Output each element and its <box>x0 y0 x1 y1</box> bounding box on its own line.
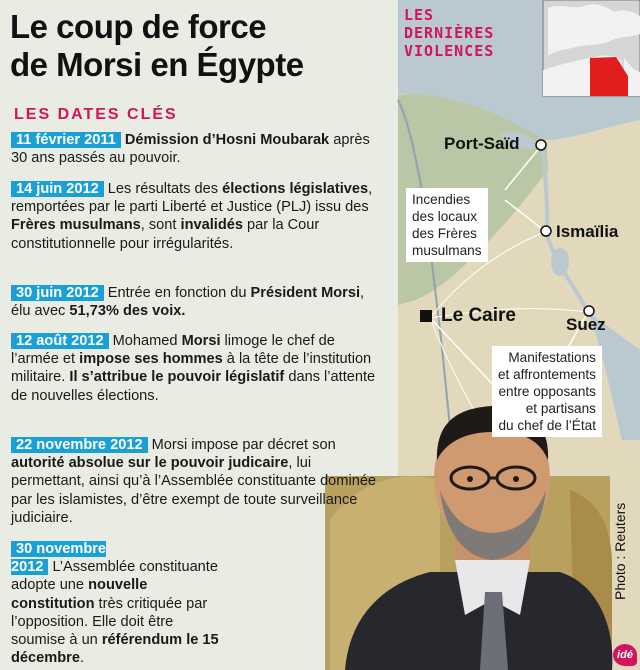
timeline-entry <box>11 180 383 253</box>
entry-text: , remportées par le parti Liberté et Justice (PLJ) issu des <box>11 181 373 216</box>
entry-text: Mohamed <box>112 333 182 349</box>
entry-text-bold: impose ses hommes <box>79 351 223 368</box>
entry-text-bold: élections législatives <box>222 181 369 197</box>
inset-map <box>543 0 640 96</box>
city-label-port-said: Port-Saïd <box>444 134 520 153</box>
timeline-entry <box>11 131 383 167</box>
section-header: LES DATES CLÉS <box>14 106 178 123</box>
date-badge: 30 novembre 2012 <box>11 541 107 576</box>
timeline-entry <box>11 540 221 667</box>
entry-text: très critiquée par l’opposition. Elle doit être soumise à un <box>11 595 208 649</box>
entry-text: Entrée en fonction du <box>107 285 251 301</box>
entry-text: . <box>79 650 85 667</box>
entry-text: , lui permettant, ainsi qu’à l’Assemblée constituante dominée par les islamistes, d’être exempt de toute surveillance judiciaire. <box>11 455 377 526</box>
entry-text-bold: 51,73% des voix. <box>69 303 186 320</box>
callout-fires: Incendies des locaux des Frères musulmans <box>406 188 488 262</box>
date-badge: 12 août 2012 <box>11 333 109 349</box>
entry-text-bold: référendum le 15 décembre <box>11 632 219 667</box>
entry-text-bold: Frères musulmans <box>11 217 141 234</box>
entry-text: par la Cour constitutionnelle pour irrégularités. <box>11 217 320 252</box>
timeline-entry <box>11 284 383 320</box>
entry-text: limoge le chef de l’armée et <box>11 333 335 368</box>
bitter-lake <box>551 248 569 276</box>
entry-text: Les résultats des <box>107 181 223 197</box>
timeline-entry <box>11 436 383 527</box>
city-label-suez: Suez <box>566 315 606 334</box>
entry-text-bold: autorité absolue sur le pouvoir judicaire <box>11 455 289 472</box>
date-badge: 14 juin 2012 <box>11 181 104 197</box>
ismailia-marker <box>541 226 551 236</box>
port-said-marker <box>536 140 546 150</box>
callout-protests: Manifestations et affrontements entre opposants et partisans du chef de l’État <box>492 346 602 437</box>
entry-text: après 30 ans passés au pouvoir. <box>11 132 370 167</box>
entry-text: à la tête de l’institution militaire. <box>11 351 372 386</box>
date-badge: 11 février 2011 <box>11 132 121 148</box>
entry-text: , sont <box>140 217 181 234</box>
entry-text: Morsi impose par décret son <box>151 437 336 453</box>
photo-credit: Photo : Reuters <box>612 502 628 600</box>
city-label-ismailia: Ismaïlia <box>556 222 619 241</box>
map-title: LES DERNIÈRES VIOLENCES <box>404 6 495 60</box>
timeline-entry <box>11 332 383 405</box>
date-badge: 22 novembre 2012 <box>11 437 148 453</box>
city-label-le-caire: Le Caire <box>441 305 516 326</box>
entry-text-bold: nouvelle constitution <box>11 577 148 612</box>
entry-text-bold: Démission d’Hosni Moubarak <box>124 132 330 148</box>
entry-text: , élu avec <box>11 285 365 320</box>
entry-text: L’Assemblée constituante adopte une <box>11 559 218 594</box>
publisher-logo: idé <box>613 644 637 666</box>
entry-text: dans l’attente de nouvelles élections. <box>11 369 376 404</box>
le-caire-marker <box>420 310 432 322</box>
entry-text-bold: Il s’attribue le pouvoir législatif <box>69 369 285 386</box>
entry-text-bold: Morsi <box>181 333 221 349</box>
date-badge: 30 juin 2012 <box>11 285 104 301</box>
entry-text-bold: Président Morsi <box>250 285 361 301</box>
entry-text-bold: invalidés <box>180 217 243 234</box>
page-title: Le coup de force de Morsi en Égypte <box>10 8 304 83</box>
